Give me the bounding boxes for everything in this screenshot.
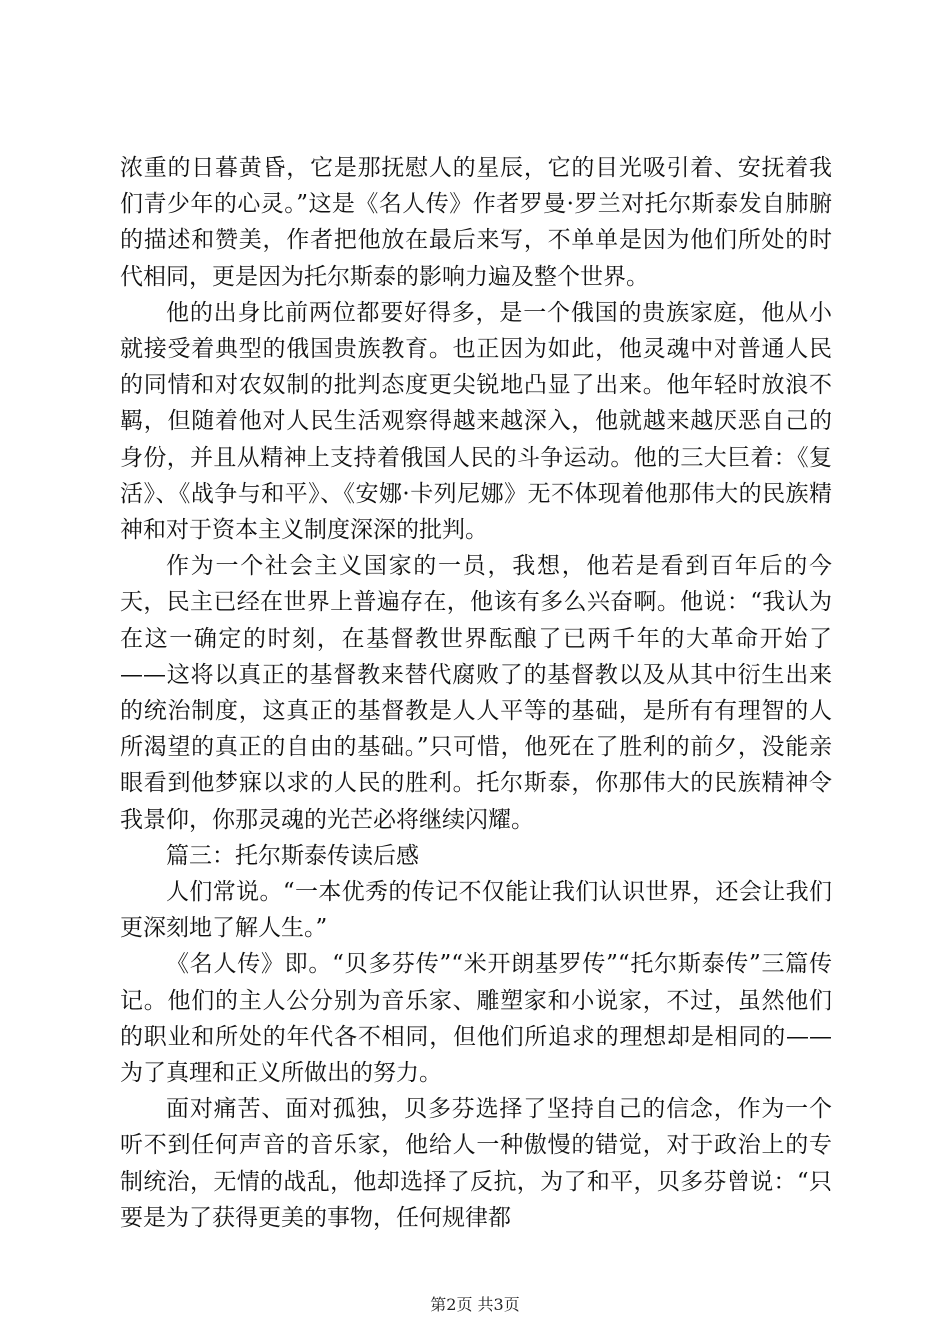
paragraph-5: 《名人传》即。“贝多芬传”“米开朗基罗传”“托尔斯泰传”三篇传记。他们的主人公分别为音乐家、雕塑家和小说家，不过，虽然他们的职业和所处的年代各不相同，但他们所追求的理想却是相同的——为了真理和正义所做出的努力。: [120, 951, 832, 1087]
paragraph-4: 人们常说。“一本优秀的传记不仅能让我们认识世界，还会让我们更深刻地了解人生。”: [120, 879, 832, 942]
document-body: [120, 150, 832, 1236]
section-heading: 篇三：托尔斯泰传读后感: [166, 842, 419, 869]
page-number-footer: 第2页 共3页: [430, 1295, 520, 1314]
paragraph-2: 他的出身比前两位都要好得多，是一个俄国的贵族家庭，他从小就接受着典型的俄国贵族教育。也正因为如此，他灵魂中对普通人民的同情和对农奴制的批判态度更尖锐地凸显了出来。他年轻时放浪不羁，但随着他对人民生活观察得越来越深入，他就越来越厌恶自己的身份，并且从精神上支持着俄国人民的斗争运动。他的三大巨着：《复活》、《战争与和平》、《安娜·卡列尼娜》无不体现着他那伟大的民族精神和对于资本主义制度深深的批判。: [120, 299, 832, 544]
paragraph-3: 作为一个社会主义国家的一员，我想，他若是看到百年后的今天，民主已经在世界上普遍存在，他该有多么兴奋啊。他说：“我认为在这一确定的时刻，在基督教世界酝酿了已两千年的大革命开始了——这将以真正的基督教来替代腐败了的基督教以及从其中衍生出来的统治制度，这真正的基督教是人人平等的基础，是所有有理智的人所渴望的真正的自由的基础。”只可惜，他死在了胜利的前夕，没能亲眼看到他梦寐以求的人民的胜利。托尔斯泰，你那伟大的民族精神令我景仰，你那灵魂的光芒必将继续闪耀。: [120, 553, 832, 833]
paragraph-1: 浓重的日暮黄昏，它是那抚慰人的星辰，它的目光吸引着、安抚着我们青少年的心灵。”这是《名人传》作者罗曼·罗兰对托尔斯泰发自肺腑的描述和赞美，作者把他放在最后来写，不单单是因为他们所处的时代相同，更是因为托尔斯泰的影响力遍及整个世界。: [120, 155, 832, 290]
paragraph-6: 面对痛苦、面对孤独，贝多芬选择了坚持自己的信念，作为一个听不到任何声音的音乐家，他给人一种傲慢的错觉，对于政治上的专制统治，无情的战乱，他却选择了反抗，为了和平，贝多芬曾说：“只要是为了获得更美的事物，任何规律都: [120, 1096, 832, 1231]
